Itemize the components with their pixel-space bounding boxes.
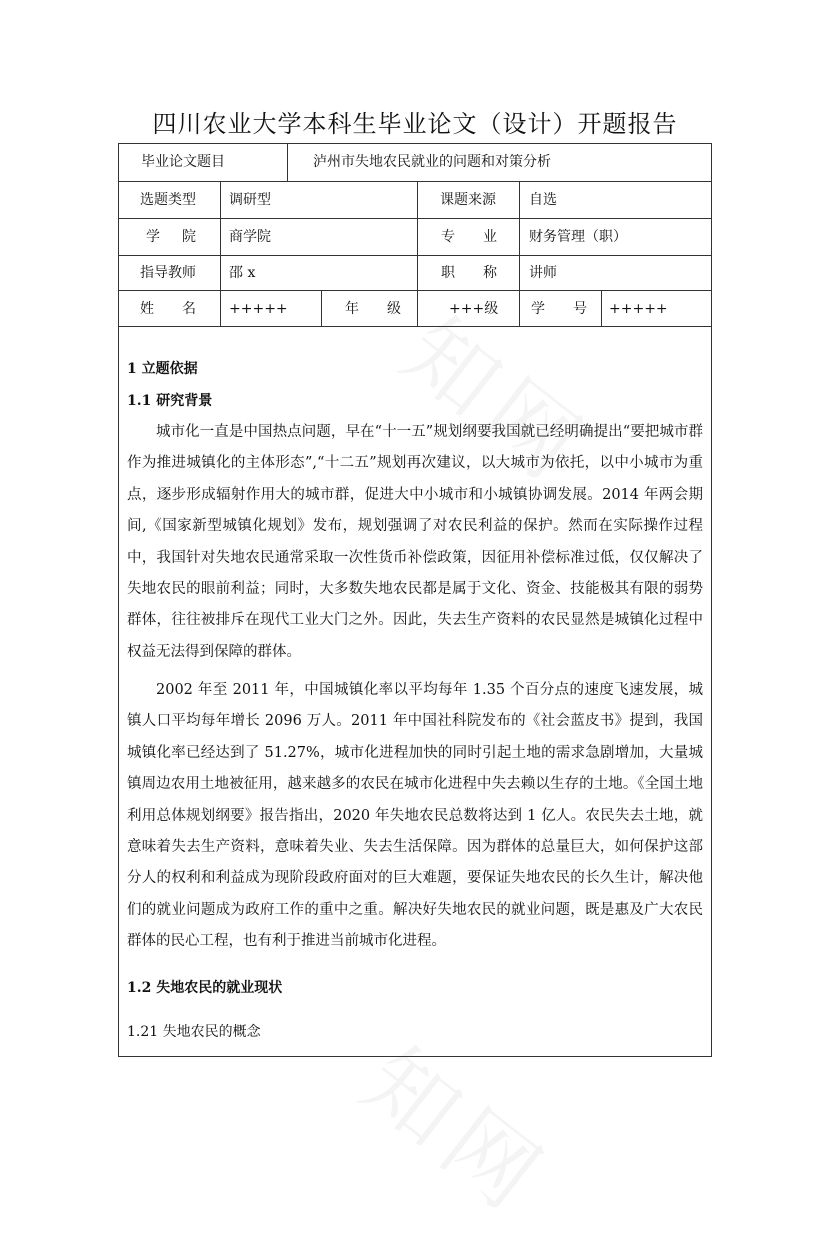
table-rule (287, 144, 288, 181)
thesis-title-value: 泸州市失地农民就业的问题和对策分析 (313, 154, 551, 170)
table-rule (119, 255, 711, 256)
grade-label-char: 级 (387, 301, 401, 317)
grade-label (345, 300, 401, 318)
subsection-heading: 1.21 失地农民的概念 (127, 1024, 261, 1040)
table-rule (119, 218, 711, 219)
topic-type-label: 选题类型 (140, 192, 196, 208)
table-rule (321, 290, 322, 326)
paragraph: 城市化一直是中国热点问题，早在“十一五”规划纲要我国就已经明确提出“要把城市群作为推进城镇化的主体形态”,“十二五”规划再次建议，以大城市为依托，以中小城市为重点，逐步形成辐射作用大的城市群，促进大中小城市和小城镇协调发展。2014 年两会期间,《国家新型城镇化规划》发布，规划强调了对农民利益的保护。然而在实际操作过程中，我国针对失地农民通常采取一次性货币补偿政策，因征用补偿标准过低，仅仅解决了失地农民的眼前利益；同时，大多数失地农民都是属于文化、资金、技能极其有限的弱势群体，往往被排斥在现代工业大门之外。因此，失去生产资料的农民显然是城镇化过程中权益无法得到保障的群体。 (127, 424, 703, 660)
student-id-label (531, 300, 587, 318)
table-rule (119, 181, 711, 182)
name-label (140, 300, 196, 318)
name-label-char: 名 (182, 301, 196, 317)
student-id-label-char: 号 (573, 301, 587, 317)
advisor-title-label-char: 职 (441, 265, 455, 281)
section-heading: 1.1 研究背景 (127, 393, 213, 409)
major-label-char: 专 (441, 229, 455, 245)
advisor-title-value: 讲师 (529, 265, 557, 281)
advisor-title-label (441, 264, 497, 282)
table-rule (220, 181, 221, 326)
section-heading: 1 立题依据 (127, 361, 198, 377)
section-heading: 1.2 失地农民的就业现状 (127, 980, 283, 996)
major-value: 财务管理（职） (529, 229, 627, 245)
advisor-label: 指导教师 (140, 265, 196, 281)
table-rule (417, 290, 418, 326)
table-rule (601, 290, 602, 326)
college-label (146, 228, 196, 246)
paragraph: 2002 年至 2011 年，中国城镇化率以平均每年 1.35 个百分点的速度飞速发展，城镇人口平均每年增长 2096 万人。2011 年中国社科院发布的《社会蓝皮书》提到，我国城镇化率已经达到了 51.27%，城市化进程加快的同时引起土地的需求急剧增加，大量城镇周边农用土地被征用，越来越多的农民在城市化进程中失去赖以生存的土地。《全国土地利用总体规划纲要》报告指出，2020 年失地农民总数将达到 1 亿人。农民失去土地，就意味着失去生产资料，意味着失业、失去生活保障。因为群体的总量巨大，如何保护这部分人的权利和利益成为现阶段政府面对的巨大难题，要保证失地农民的长久生计，解决他们的就业问题成为政府工作的重中之重。解决好失地农民的就业问题，既是惠及广大农民群体的民心工程，也有利于推进当前城市化进程。 (127, 682, 703, 950)
topic-type-value: 调研型 (229, 192, 271, 208)
topic-source-value: 自选 (529, 192, 557, 208)
college-label-char: 学 (146, 229, 160, 245)
page-title: 四川农业大学本科生毕业论文（设计）开题报告 (152, 110, 678, 138)
report-form (118, 143, 712, 1057)
major-label-char: 业 (483, 229, 497, 245)
table-rule (417, 181, 418, 291)
student-id-value: +++++ (609, 301, 668, 317)
student-id-label-char: 学 (531, 301, 545, 317)
college-label-char: 院 (182, 229, 196, 245)
grade-value: +++级 (449, 301, 499, 317)
table-rule (519, 181, 520, 326)
advisor-title-label-char: 称 (483, 265, 497, 281)
grade-label-char: 年 (345, 301, 359, 317)
major-label (441, 228, 497, 246)
thesis-title-label: 毕业论文题目 (141, 154, 225, 170)
college-value: 商学院 (229, 229, 271, 245)
table-rule (119, 290, 711, 291)
topic-source-label: 课题来源 (440, 192, 496, 208)
name-label-char: 姓 (140, 301, 154, 317)
name-value: +++++ (229, 301, 288, 317)
advisor-value: 邵 x (229, 265, 256, 281)
table-rule (119, 326, 711, 327)
